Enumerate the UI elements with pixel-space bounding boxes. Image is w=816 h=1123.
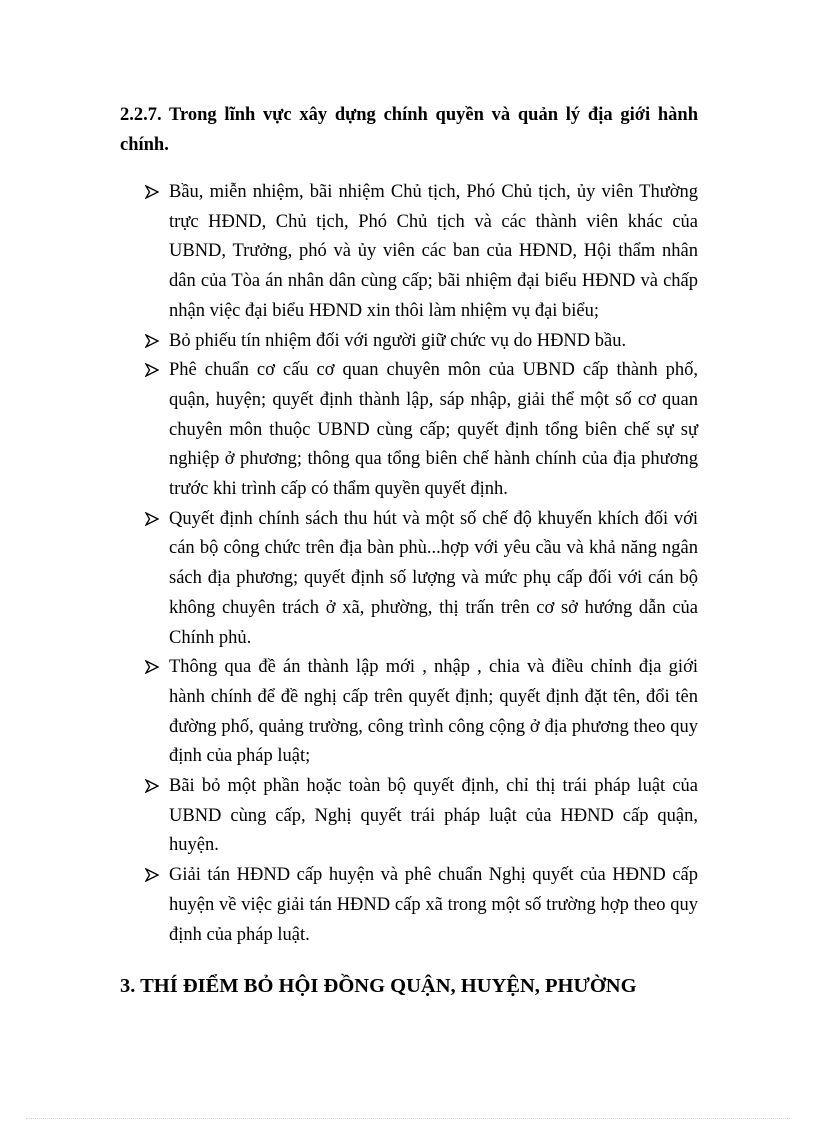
- list-item: [144, 327, 698, 357]
- list-item-text: Quyết định chính sách thu hút và một số chế độ khuyến khích đối với cán bộ công chức trên địa bàn phù...hợp với yêu cầu và khả năng ngân sách địa phương; quyết định số lượng và mức phụ cấp đối với cán bộ không chuyên trách ở xã, phường, thị trấn trên cơ sở hướng dẫn của Chính phủ.: [169, 508, 698, 648]
- list-item-text: Phê chuẩn cơ cấu cơ quan chuyên môn của UBND cấp thành phố, quận, huyện; quyết định thành lập, sáp nhập, giải thể một số cơ quan chuyên môn thuộc UBND cùng cấp; quyết định tổng biên chế sự sự nghiệp ở phương; thông qua tổng biên chế hành chính của địa phương trước khi trình cấp có thẩm quyền quyết định.: [169, 360, 698, 500]
- next-section-heading: 3. THÍ ĐIỂM BỎ HỘI ĐỒNG QUẬN, HUYỆN, PHƯỜNG: [120, 975, 637, 997]
- arrowhead-bullet-icon: [145, 779, 159, 793]
- list-item-text: Giải tán HĐND cấp huyện và phê chuẩn Nghị quyết của HĐND cấp huyện về việc giải tán HĐND cấp xã trong một số trường hợp theo quy định của pháp luật.: [169, 865, 698, 945]
- arrowhead-bullet-icon: [145, 334, 159, 348]
- bullet-list: [144, 178, 698, 950]
- list-item-text: Thông qua đề án thành lập mới , nhập , chia và điều chỉnh địa giới hành chính để đề nghị cấp trên quyết định; quyết định đặt tên, đổi tên đường phố, quảng trường, công trình công cộng ở địa phương theo quy định của pháp luật;: [169, 657, 698, 767]
- page-bottom-divider: [26, 1118, 790, 1119]
- list-item: [144, 653, 698, 772]
- list-item: [144, 356, 698, 505]
- list-item-text: Bãi bỏ một phần hoặc toàn bộ quyết định, chỉ thị trái pháp luật của UBND cùng cấp, Nghị quyết trái pháp luật của HĐND cấp quận, huyện.: [169, 776, 698, 856]
- list-item: [144, 505, 698, 654]
- section-heading: 2.2.7. Trong lĩnh vực xây dựng chính quyền và quản lý địa giới hành chính.: [120, 105, 698, 155]
- arrowhead-bullet-icon: [145, 868, 159, 882]
- arrowhead-bullet-icon: [145, 660, 159, 674]
- list-item-text: Bỏ phiếu tín nhiệm đối với người giữ chức vụ do HĐND bầu.: [169, 330, 627, 351]
- list-item-text: Bầu, miễn nhiệm, bãi nhiệm Chủ tịch, Phó Chủ tịch, ủy viên Thường trực HĐND, Chủ tịch, Phó Chủ tịch và các thành viên khác của UBND, Trưởng, phó và ủy viên các ban của HĐND, Hội thẩm nhân dân của Tòa án nhân dân cùng cấp; bãi nhiệm đại biểu HĐND và chấp nhận việc đại biểu HĐND xin thôi làm nhiệm vụ đại biểu;: [169, 182, 698, 321]
- list-item: [144, 861, 698, 950]
- arrowhead-bullet-icon: [145, 185, 159, 199]
- arrowhead-bullet-icon: [145, 363, 159, 377]
- list-item: [144, 178, 698, 327]
- arrowhead-bullet-icon: [145, 512, 159, 526]
- list-item: [144, 772, 698, 861]
